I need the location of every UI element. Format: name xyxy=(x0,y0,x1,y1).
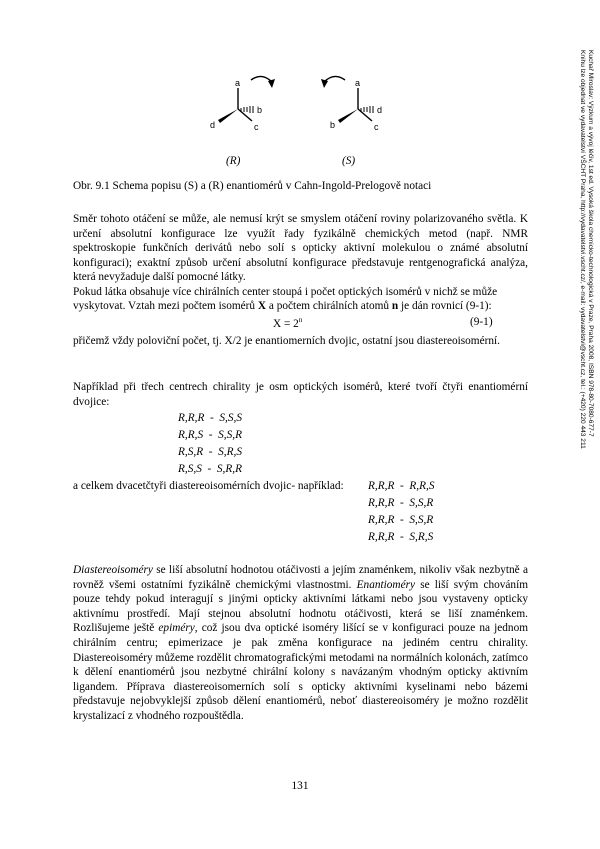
paragraph-1: Směr tohoto otáčení se může, ale nemusí krýt se smyslem otáčení roviny polarizovaného světla. K určení absolutní konfigurace lze využít řady fyzikálně chemických metod (např. NMR spektroskopie funkčních derivátů nebo solí s opticky aktivní molekulou o známé absolutní konfiguraci); exaktní způsob určení absolutní konfigurace představuje rentgenografická analýza, která nevyžaduje další pomocné látky. xyxy=(73,213,528,284)
figure-caption: Obr. 9.1 Schema popisu (S) a (R) enantiomérů v Cahn-Ingold-Prelogově notaci xyxy=(73,180,432,192)
label-r: (R) xyxy=(226,155,241,167)
p2-text-c: je dán rovnicí (9-1): xyxy=(398,300,492,312)
paragraph-4: Například při třech centrech chirality je osm optických isomérů, které tvoří čtyři enantiomérní dvojice: xyxy=(73,381,528,408)
term-epimery: epiméry xyxy=(158,622,195,635)
p2-text-a: vyskytovat. Vztah mezi počtem isomérů xyxy=(73,300,258,312)
term-diastereoisomery: Diastereoisoméry xyxy=(73,564,153,576)
diastereo-pair-1: R,R,R - R,R,S xyxy=(368,480,435,492)
side-margin-note xyxy=(576,50,594,610)
side-margin-text xyxy=(577,50,594,610)
r-sub-c: c xyxy=(254,122,259,132)
paragraph-2-line-2 xyxy=(73,299,492,313)
equation xyxy=(273,316,302,330)
diastereoisomer-intro: a celkem dvacetčtyři diastereoisomérních dvojic- například: xyxy=(73,480,344,492)
s-sub-b: b xyxy=(330,120,336,130)
enantiomer-pair-3: R,S,R - S,R,S xyxy=(178,446,243,458)
clockwise-arrow-icon xyxy=(248,72,278,96)
diastereo-pair-2: R,R,R - S,S,R xyxy=(368,497,434,509)
s-sub-d: d xyxy=(377,105,383,115)
s-sub-c: c xyxy=(374,122,379,132)
p5-text-2: se liší absolutní hodnotou otáčivosti a jejím znaménkem, nikoliv však nezbytně a rovněž všemi ostatními fyzikálně chemickými vlastnostmi. xyxy=(73,564,528,591)
term-enantiomery: Enantioméry xyxy=(356,578,416,591)
enantiomer-pair-1: R,R,R - S,S,S xyxy=(178,412,243,424)
enantiomer-pair-4: R,S,S - S,R,R xyxy=(178,463,243,475)
p2-bold-x: X xyxy=(257,300,267,312)
page-number: 131 xyxy=(291,780,309,792)
equation-lhs: X = 2 xyxy=(273,317,299,330)
paragraph-2-line-1: Pokud látka obsahuje více chirálních center stoupá i počet optických isomérů v nichž se může xyxy=(73,286,498,298)
p2-bold-n: n xyxy=(391,300,399,312)
enantiomer-pair-2: R,R,S - S,S,R xyxy=(178,429,243,441)
r-sub-b: b xyxy=(257,105,263,115)
side-line-1: Kuchař Miroslav: Výzkum a vývoj léčiv, 1st ed. Vysoká škola chemicko-technologická v Praze, Praha 2008, ISBN 978-80-7080-677-7 xyxy=(587,50,594,437)
p2-text-b: a počtem chirálních atomů xyxy=(266,300,392,312)
diastereo-pair-3: R,R,R - S,S,R xyxy=(368,514,434,526)
label-s: (S) xyxy=(342,155,356,167)
diastereo-pair-4: R,R,R - S,R,S xyxy=(368,531,434,543)
p5-text-6: , což jsou dva optické isoméry lišící se v konfiguraci pouze na jednom chirálním centru; epimerizace je pak změna konfigurace na jediném centru chirality. Diastereoisoméry můžeme rozdělit chromatografickými metodami na normálních kolonách, zatímco k dělení enantiomérů jsou nezbytné chirální kolony s navázaným vhodným opticky aktivním ligandem. Příprava diastereoisomerních solí s opticky aktivními kyselinami nebo bázemi představuje nejobvyklejší způsob dělení enantiomérů, neboť diastereoisoméry je možno rozdělit krystalizací z vhodného rozpouštědla. xyxy=(73,622,529,722)
side-line-2: Knihu lze objednat ve vydavatelství VŠCHT Praha, http://vydavatelstvi.vscht.cz/, e-mail: vydavatelstvi@vscht.cz, tel.: (+420) 220 443 211 xyxy=(578,50,586,449)
r-sub-a: a xyxy=(235,78,241,88)
paragraph-3: přičemž vždy poloviční počet, tj. X/2 je enantiomerních dvojic, ostatní jsou diastereoisomérní. xyxy=(73,335,500,347)
equation-number: (9-1) xyxy=(470,316,493,328)
equation-exponent: n xyxy=(298,316,303,324)
paragraph-5 xyxy=(73,563,528,724)
s-sub-a: a xyxy=(355,78,361,88)
p5-text-4: se liší svým chováním pouze tehdy pokud interagují s jinými opticky aktivními látkami nebo jsou vystaveny opticky aktivnímu prostředí. Mají stejnou absolutní hodnotu otáčivosti, která se liší znaménkem. Rozlišujeme ještě xyxy=(73,578,528,635)
r-sub-d: d xyxy=(210,120,216,130)
counterclockwise-arrow-icon xyxy=(318,72,348,96)
